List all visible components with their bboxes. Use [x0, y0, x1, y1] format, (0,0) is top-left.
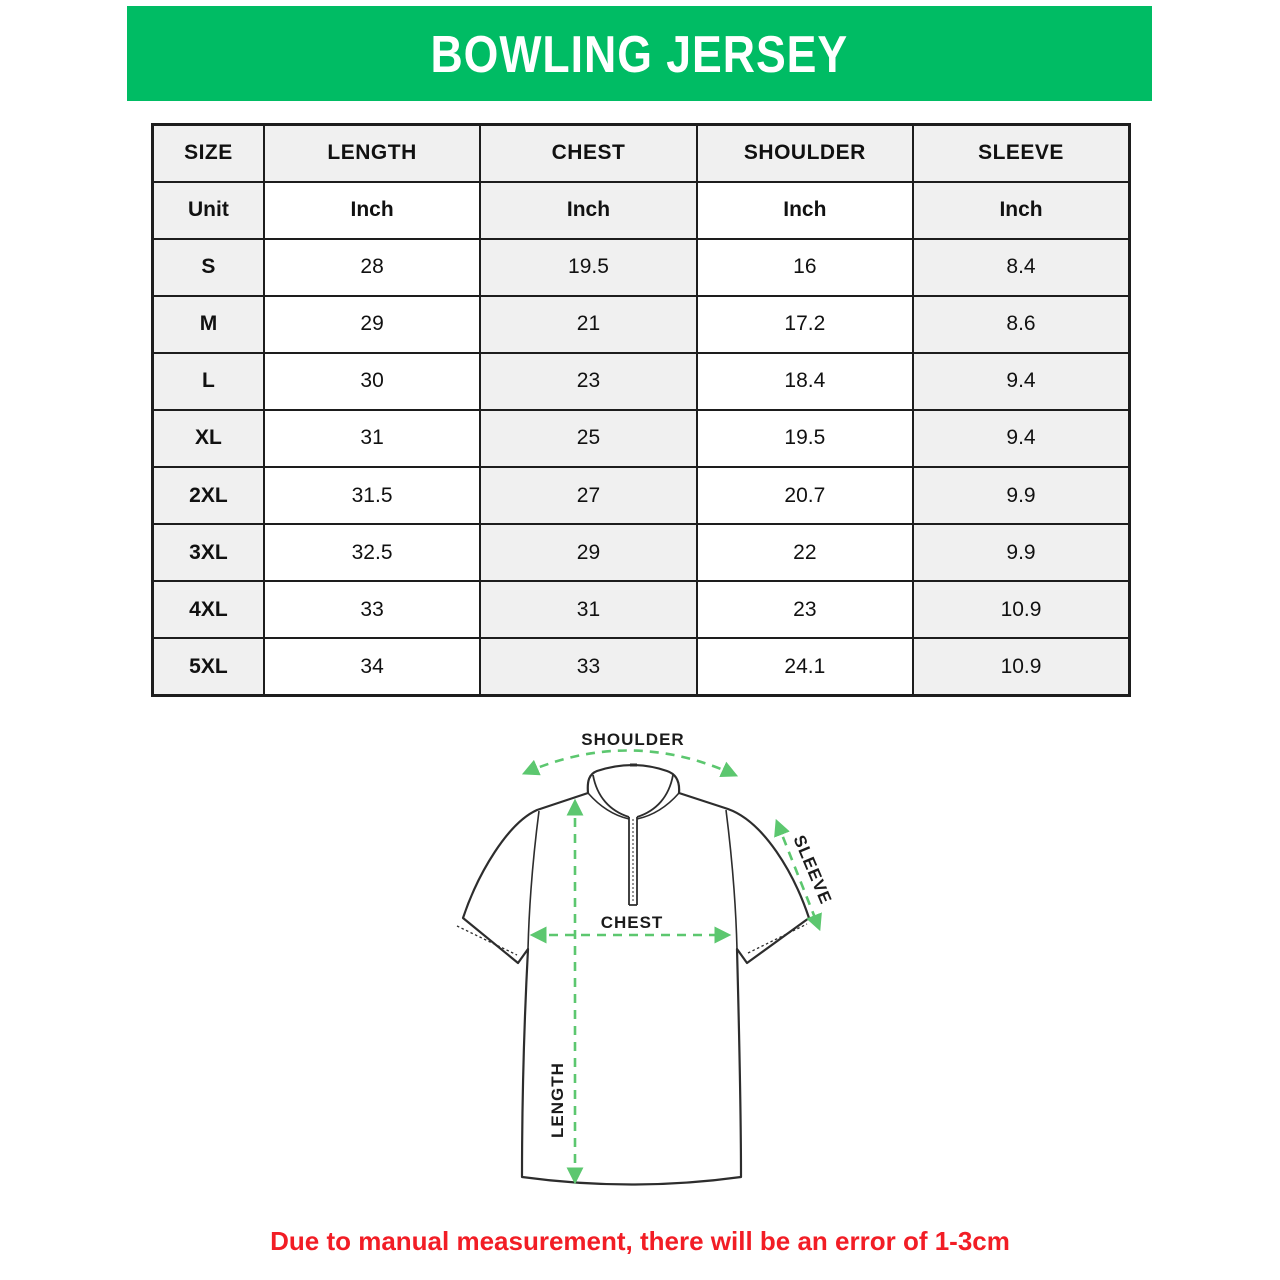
column-header-length: LENGTH	[264, 125, 480, 182]
chest-cell: 23	[480, 353, 696, 410]
table-row-s	[153, 239, 1130, 296]
shoulder-cell: 22	[697, 524, 913, 581]
length-cell: 33	[264, 581, 480, 638]
table-row-3xl	[153, 524, 1130, 581]
table-row-xl	[153, 410, 1130, 467]
table-row-4xl	[153, 581, 1130, 638]
table-row-5xl	[153, 638, 1130, 695]
column-header-chest: CHEST	[480, 125, 696, 182]
unit-cell: Inch	[913, 182, 1129, 239]
size-cell: L	[153, 353, 264, 410]
sleeve-cell: 9.9	[913, 524, 1129, 581]
shoulder-cell: 23	[697, 581, 913, 638]
table-row-l	[153, 353, 1130, 410]
unit-cell: Inch	[264, 182, 480, 239]
column-header-shoulder: SHOULDER	[697, 125, 913, 182]
chest-cell: 21	[480, 296, 696, 353]
length-cell: 31.5	[264, 467, 480, 524]
unit-label: Unit	[153, 182, 264, 239]
length-cell: 29	[264, 296, 480, 353]
size-cell: S	[153, 239, 264, 296]
shoulder-cell: 16	[697, 239, 913, 296]
size-cell: 4XL	[153, 581, 264, 638]
chest-cell: 31	[480, 581, 696, 638]
length-cell: 34	[264, 638, 480, 695]
shoulder-label: SHOULDER	[581, 730, 685, 749]
table-row-m	[153, 296, 1130, 353]
sleeve-cell: 9.9	[913, 467, 1129, 524]
sleeve-label: SLEEVE	[789, 832, 836, 908]
size-cell: 3XL	[153, 524, 264, 581]
chest-cell: 19.5	[480, 239, 696, 296]
length-cell: 31	[264, 410, 480, 467]
sleeve-cell: 8.6	[913, 296, 1129, 353]
measurement-disclaimer: Due to manual measurement, there will be an error of 1-3cm	[270, 1226, 1010, 1256]
shoulder-cell: 18.4	[697, 353, 913, 410]
column-header-sleeve: SLEEVE	[913, 125, 1129, 182]
length-cell: 30	[264, 353, 480, 410]
size-cell: 2XL	[153, 467, 264, 524]
page-title: BOWLING JERSEY	[430, 24, 849, 83]
sleeve-cell: 9.4	[913, 353, 1129, 410]
chest-label: CHEST	[600, 913, 664, 932]
sleeve-cell: 10.9	[913, 581, 1129, 638]
title-banner	[127, 6, 1152, 101]
shoulder-cell: 24.1	[697, 638, 913, 695]
unit-row	[153, 182, 1130, 239]
size-cell: M	[153, 296, 264, 353]
size-chart-table	[151, 123, 1131, 697]
unit-cell: Inch	[480, 182, 696, 239]
size-cell: 5XL	[153, 638, 264, 695]
chest-cell: 25	[480, 410, 696, 467]
size-chart-table-wrap	[151, 123, 1131, 697]
length-cell: 32.5	[264, 524, 480, 581]
chest-cell: 27	[480, 467, 696, 524]
size-cell: XL	[153, 410, 264, 467]
shoulder-cell: 19.5	[697, 410, 913, 467]
column-header-size: SIZE	[153, 125, 264, 182]
jersey-measurement-diagram	[430, 715, 860, 1230]
length-cell: 28	[264, 239, 480, 296]
sleeve-cell: 10.9	[913, 638, 1129, 695]
length-label: LENGTH	[548, 1062, 567, 1138]
shoulder-cell: 17.2	[697, 296, 913, 353]
table-row-2xl	[153, 467, 1130, 524]
sleeve-cell: 8.4	[913, 239, 1129, 296]
sleeve-cell: 9.4	[913, 410, 1129, 467]
chest-cell: 33	[480, 638, 696, 695]
chest-cell: 29	[480, 524, 696, 581]
shoulder-cell: 20.7	[697, 467, 913, 524]
header-row	[153, 125, 1130, 182]
jersey-outline-shape	[463, 765, 809, 1185]
unit-cell: Inch	[697, 182, 913, 239]
